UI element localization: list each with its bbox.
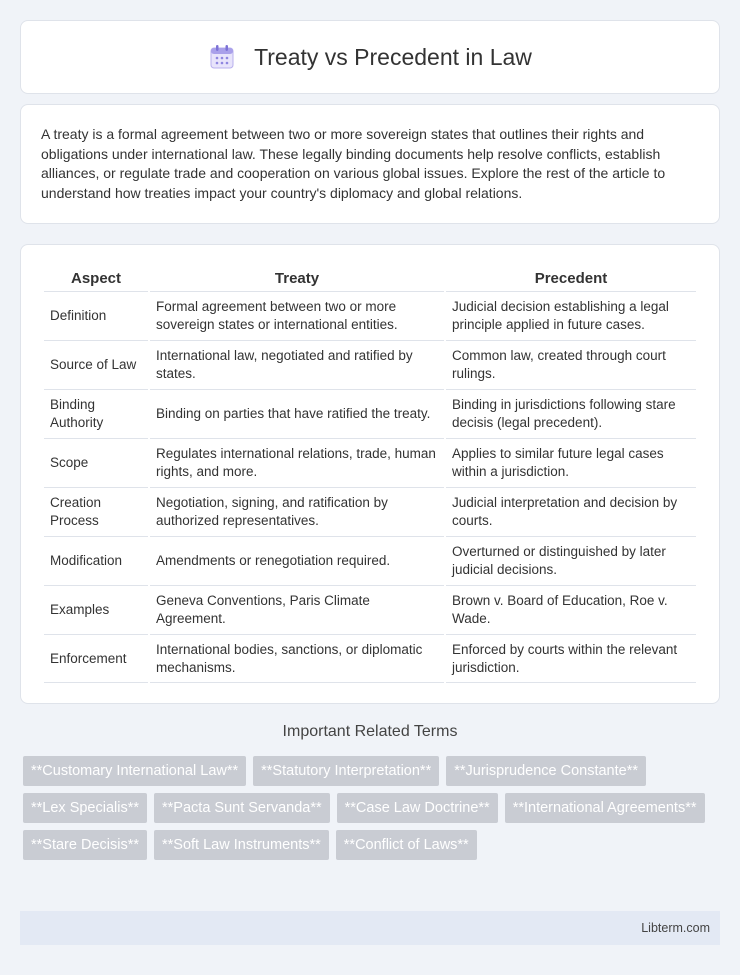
table-row xyxy=(44,487,696,536)
cell-precedent: Binding in jurisdictions following stare decisis (legal precedent). xyxy=(446,389,696,438)
table-row xyxy=(44,634,696,683)
cell-precedent: Enforced by courts within the relevant jurisdiction. xyxy=(446,634,696,683)
cell-aspect: Examples xyxy=(44,585,148,634)
related-term-tag[interactable]: **Stare Decisis** xyxy=(23,830,147,860)
table-row xyxy=(44,536,696,585)
comparison-table-card xyxy=(20,244,720,704)
table-row xyxy=(44,438,696,487)
calendar-icon xyxy=(208,43,236,71)
related-terms-title: Important Related Terms xyxy=(282,723,458,740)
header-treaty: Treaty xyxy=(274,269,320,287)
related-term-tag[interactable]: **International Agreements** xyxy=(505,793,705,823)
page-title: Treaty vs Precedent in Law xyxy=(254,43,532,70)
header-card xyxy=(20,20,720,94)
header-aspect: Aspect xyxy=(70,269,122,287)
table-row xyxy=(44,585,696,634)
title-wrap xyxy=(208,43,532,71)
related-term-tag[interactable]: **Customary International Law** xyxy=(23,756,246,786)
cell-aspect: Creation Process xyxy=(44,487,148,536)
cell-treaty: International bodies, sanctions, or diplomatic mechanisms. xyxy=(150,634,444,683)
cell-aspect: Source of Law xyxy=(44,340,148,389)
related-term-tag[interactable]: **Case Law Doctrine** xyxy=(337,793,498,823)
header-precedent: Precedent xyxy=(534,269,608,287)
related-term-tag[interactable]: **Conflict of Laws** xyxy=(336,830,477,860)
cell-treaty: Formal agreement between two or more sovereign states or international entities. xyxy=(150,291,444,340)
intro-paragraph: A treaty is a formal agreement between two or more sovereign states that outlines their rights and obligations under international law. These legally binding documents help resolve conflicts, establish alliances, or regulate trade and cooperation on various global issues. Explore the rest of the article to understand how treaties impact your country's diplomacy and global relations. xyxy=(41,126,666,201)
related-term-tag[interactable]: **Soft Law Instruments** xyxy=(154,830,329,860)
related-term-tag[interactable]: **Lex Specialis** xyxy=(23,793,147,823)
cell-treaty: Geneva Conventions, Paris Climate Agreement. xyxy=(150,585,444,634)
cell-treaty: Amendments or renegotiation required. xyxy=(150,536,444,585)
cell-precedent: Judicial interpretation and decision by courts. xyxy=(446,487,696,536)
cell-precedent: Brown v. Board of Education, Roe v. Wade. xyxy=(446,585,696,634)
table-row xyxy=(44,389,696,438)
cell-aspect: Scope xyxy=(44,438,148,487)
cell-precedent: Judicial decision establishing a legal principle applied in future cases. xyxy=(446,291,696,340)
cell-treaty: Binding on parties that have ratified the treaty. xyxy=(150,389,444,438)
table-row xyxy=(44,340,696,389)
cell-precedent: Common law, created through court rulings. xyxy=(446,340,696,389)
related-term-tag[interactable]: **Pacta Sunt Servanda** xyxy=(154,793,330,823)
table-row xyxy=(44,291,696,340)
related-term-tag[interactable]: **Statutory Interpretation** xyxy=(253,756,439,786)
cell-precedent: Overturned or distinguished by later judicial decisions. xyxy=(446,536,696,585)
footer xyxy=(20,911,720,945)
related-terms-list xyxy=(23,756,723,860)
cell-treaty: Regulates international relations, trade, human rights, and more. xyxy=(150,438,444,487)
cell-aspect: Enforcement xyxy=(44,634,148,683)
table-header-row xyxy=(44,265,696,291)
cell-aspect: Binding Authority xyxy=(44,389,148,438)
comparison-table xyxy=(42,265,698,683)
cell-precedent: Applies to similar future legal cases within a jurisdiction. xyxy=(446,438,696,487)
cell-aspect: Modification xyxy=(44,536,148,585)
related-term-tag[interactable]: **Jurisprudence Constante** xyxy=(446,756,646,786)
footer-site-link[interactable]: Libterm.com xyxy=(641,921,710,935)
intro-card xyxy=(20,104,720,224)
cell-treaty: International law, negotiated and ratified by states. xyxy=(150,340,444,389)
cell-aspect: Definition xyxy=(44,291,148,340)
cell-treaty: Negotiation, signing, and ratification by authorized representatives. xyxy=(150,487,444,536)
